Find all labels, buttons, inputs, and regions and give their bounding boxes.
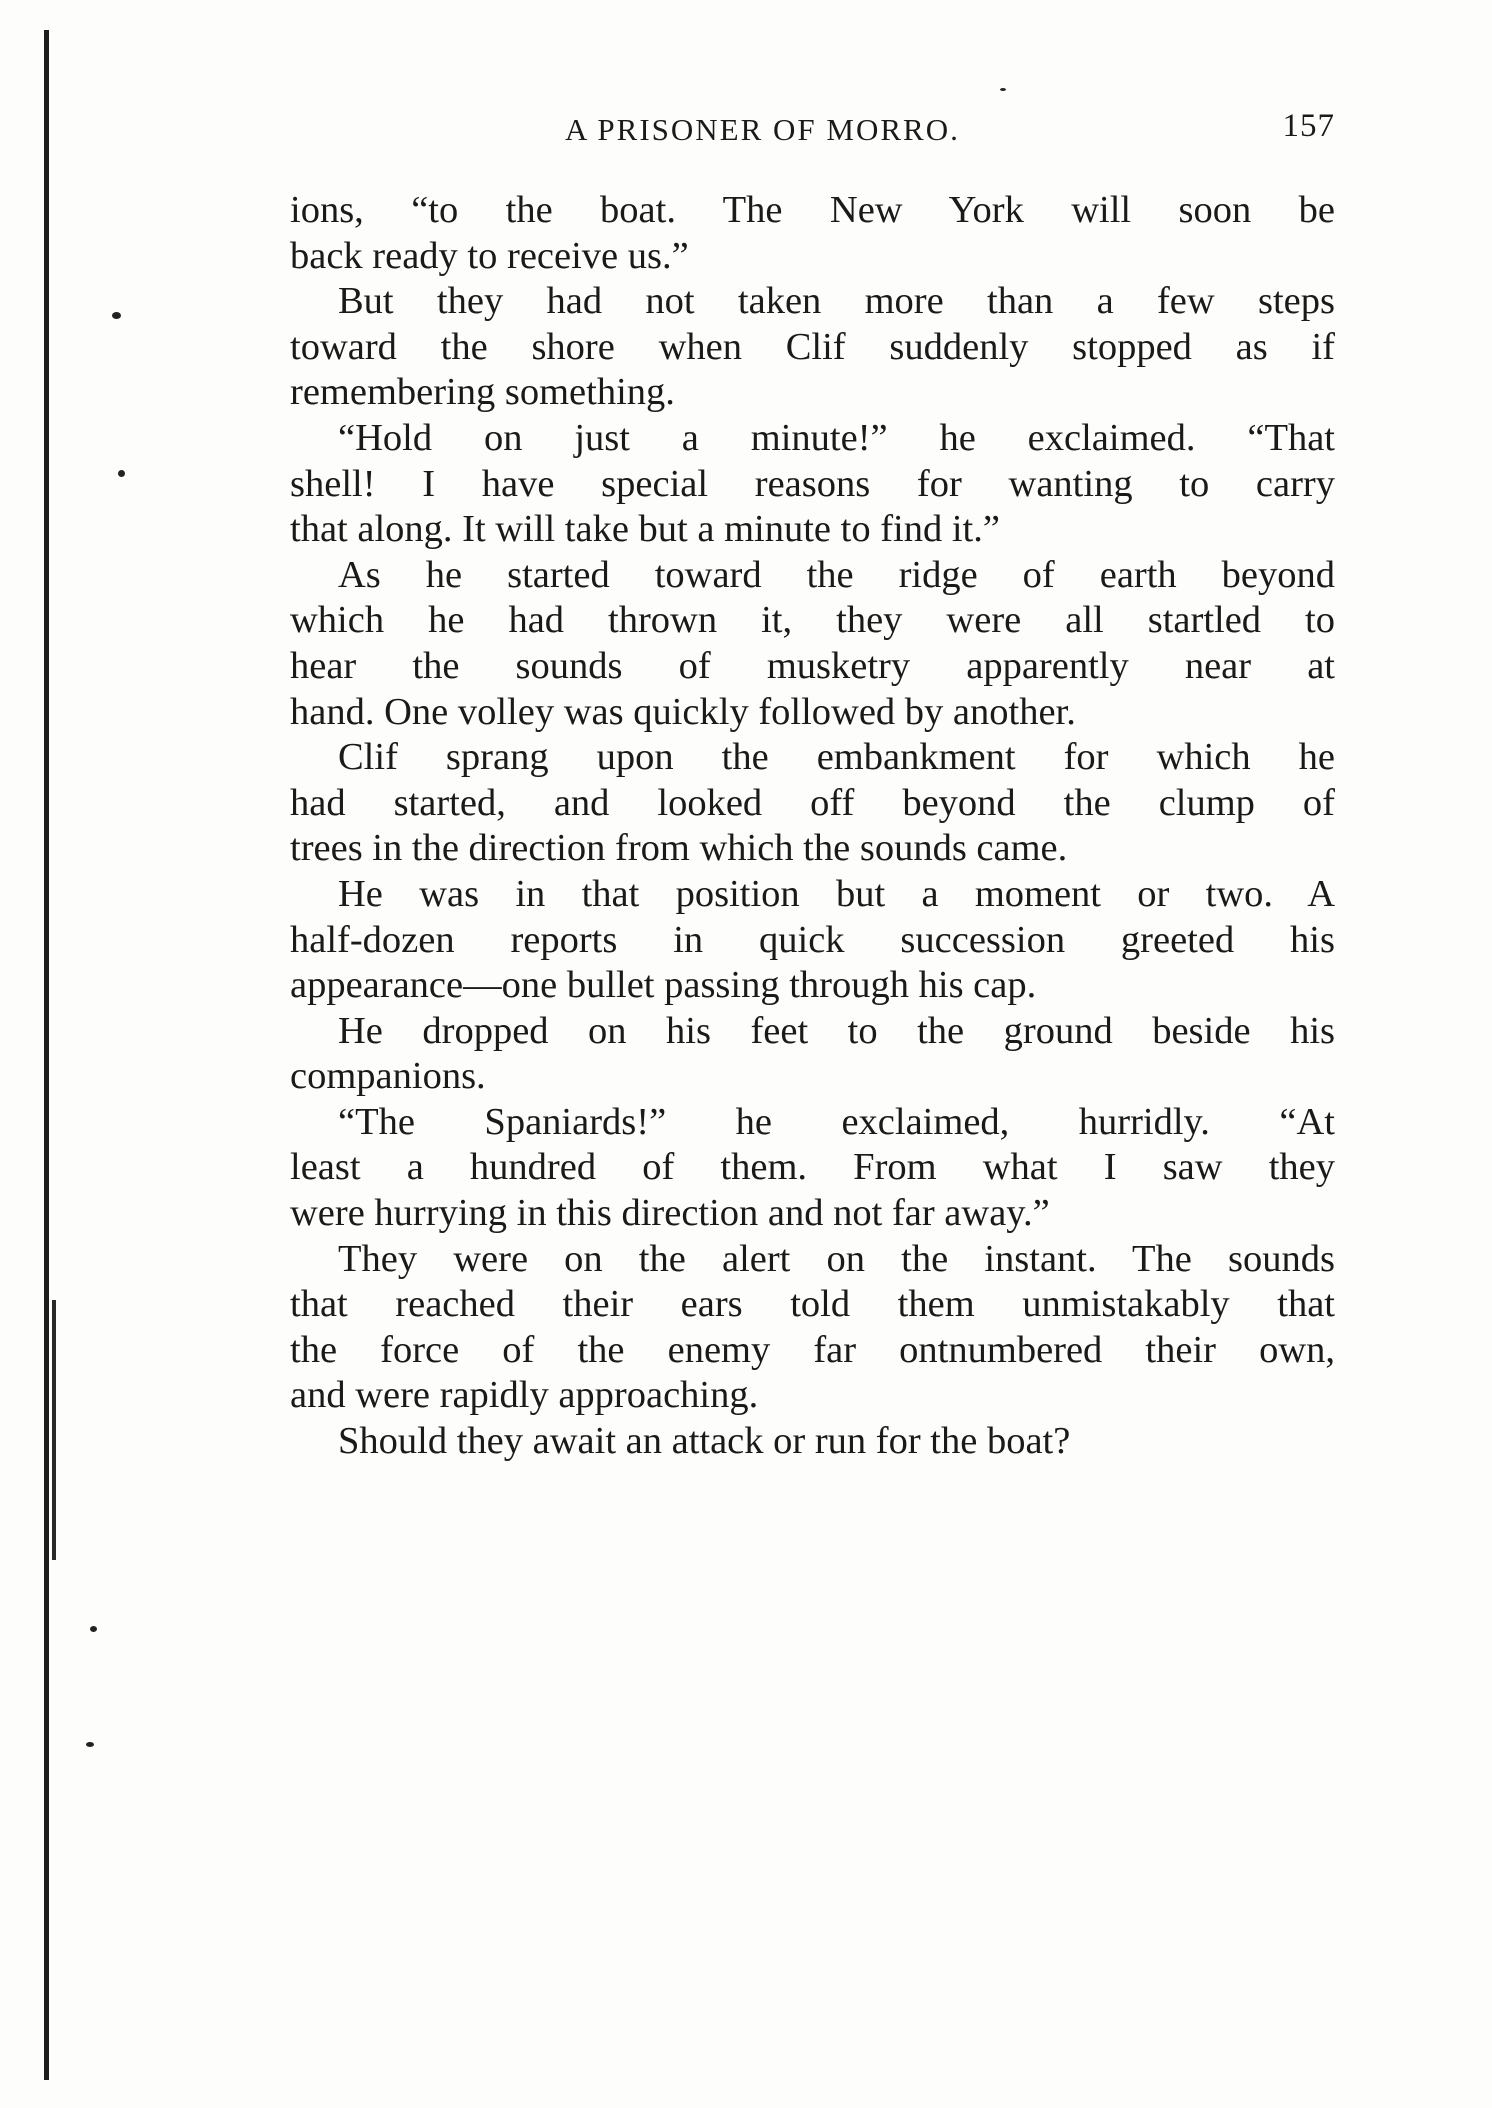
text-line: trees in the direction from which the sounds came.	[290, 827, 1068, 870]
page-binding-edge	[44, 30, 49, 2080]
text-line: “Hold on just a minute!” he exclaimed. “That	[338, 416, 1335, 459]
text-line: hand. One volley was quickly followed by another.	[290, 690, 1076, 733]
page-binding-shadow	[52, 1300, 56, 1560]
text-line: appearance—one bullet passing through his cap.	[290, 964, 1037, 1007]
scan-speck	[118, 470, 125, 477]
scan-speck	[112, 312, 121, 319]
scan-speck	[90, 1626, 97, 1632]
text-line: were hurrying in this direction and not far away.”	[290, 1192, 1050, 1235]
scan-speck	[86, 1742, 94, 1747]
text-line: As he started toward the ridge of earth beyond	[338, 553, 1335, 596]
text-line: remembering something.	[290, 371, 675, 414]
text-line: companions.	[290, 1055, 486, 1098]
page-number: 157	[1282, 108, 1335, 144]
text-line: back ready to receive us.”	[290, 234, 689, 277]
text-line: Should they await an attack or run for the boat?	[338, 1420, 1071, 1463]
text-line: shell! I have special reasons for wanting to carry	[290, 462, 1335, 505]
scan-speck	[1000, 88, 1006, 91]
text-line: had started, and looked off beyond the clump of	[290, 781, 1335, 824]
page-header	[290, 104, 1335, 154]
text-line: toward the shore when Clif suddenly stopped as if	[290, 325, 1335, 368]
text-line: Clif sprang upon the embankment for which he	[338, 736, 1335, 779]
text-line: They were on the alert on the instant. The sounds	[338, 1237, 1335, 1280]
text-line: that along. It will take but a minute to find it.”	[290, 508, 1000, 551]
text-line: hear the sounds of musketry apparently near at	[290, 644, 1335, 687]
text-line: and were rapidly approaching.	[290, 1374, 759, 1417]
running-head: A PRISONER OF MORRO.	[565, 112, 960, 147]
text-line: But they had not taken more than a few steps	[338, 280, 1335, 323]
text-line: the force of the enemy far ontnumbered their own,	[290, 1328, 1335, 1371]
text-line: “The Spaniards!” he exclaimed, hurridly. “At	[338, 1100, 1335, 1143]
text-line: which he had thrown it, they were all startled to	[290, 599, 1335, 642]
text-line: half-dozen reports in quick succession greeted his	[290, 918, 1335, 961]
text-line: that reached their ears told them unmistakably that	[290, 1283, 1335, 1326]
body-text	[290, 188, 1335, 1465]
text-line: He dropped on his feet to the ground beside his	[338, 1009, 1335, 1052]
text-line: He was in that position but a moment or two. A	[338, 872, 1335, 915]
text-line: ions, “to the boat. The New York will soon be	[290, 189, 1335, 231]
text-line: least a hundred of them. From what I saw they	[290, 1146, 1335, 1189]
